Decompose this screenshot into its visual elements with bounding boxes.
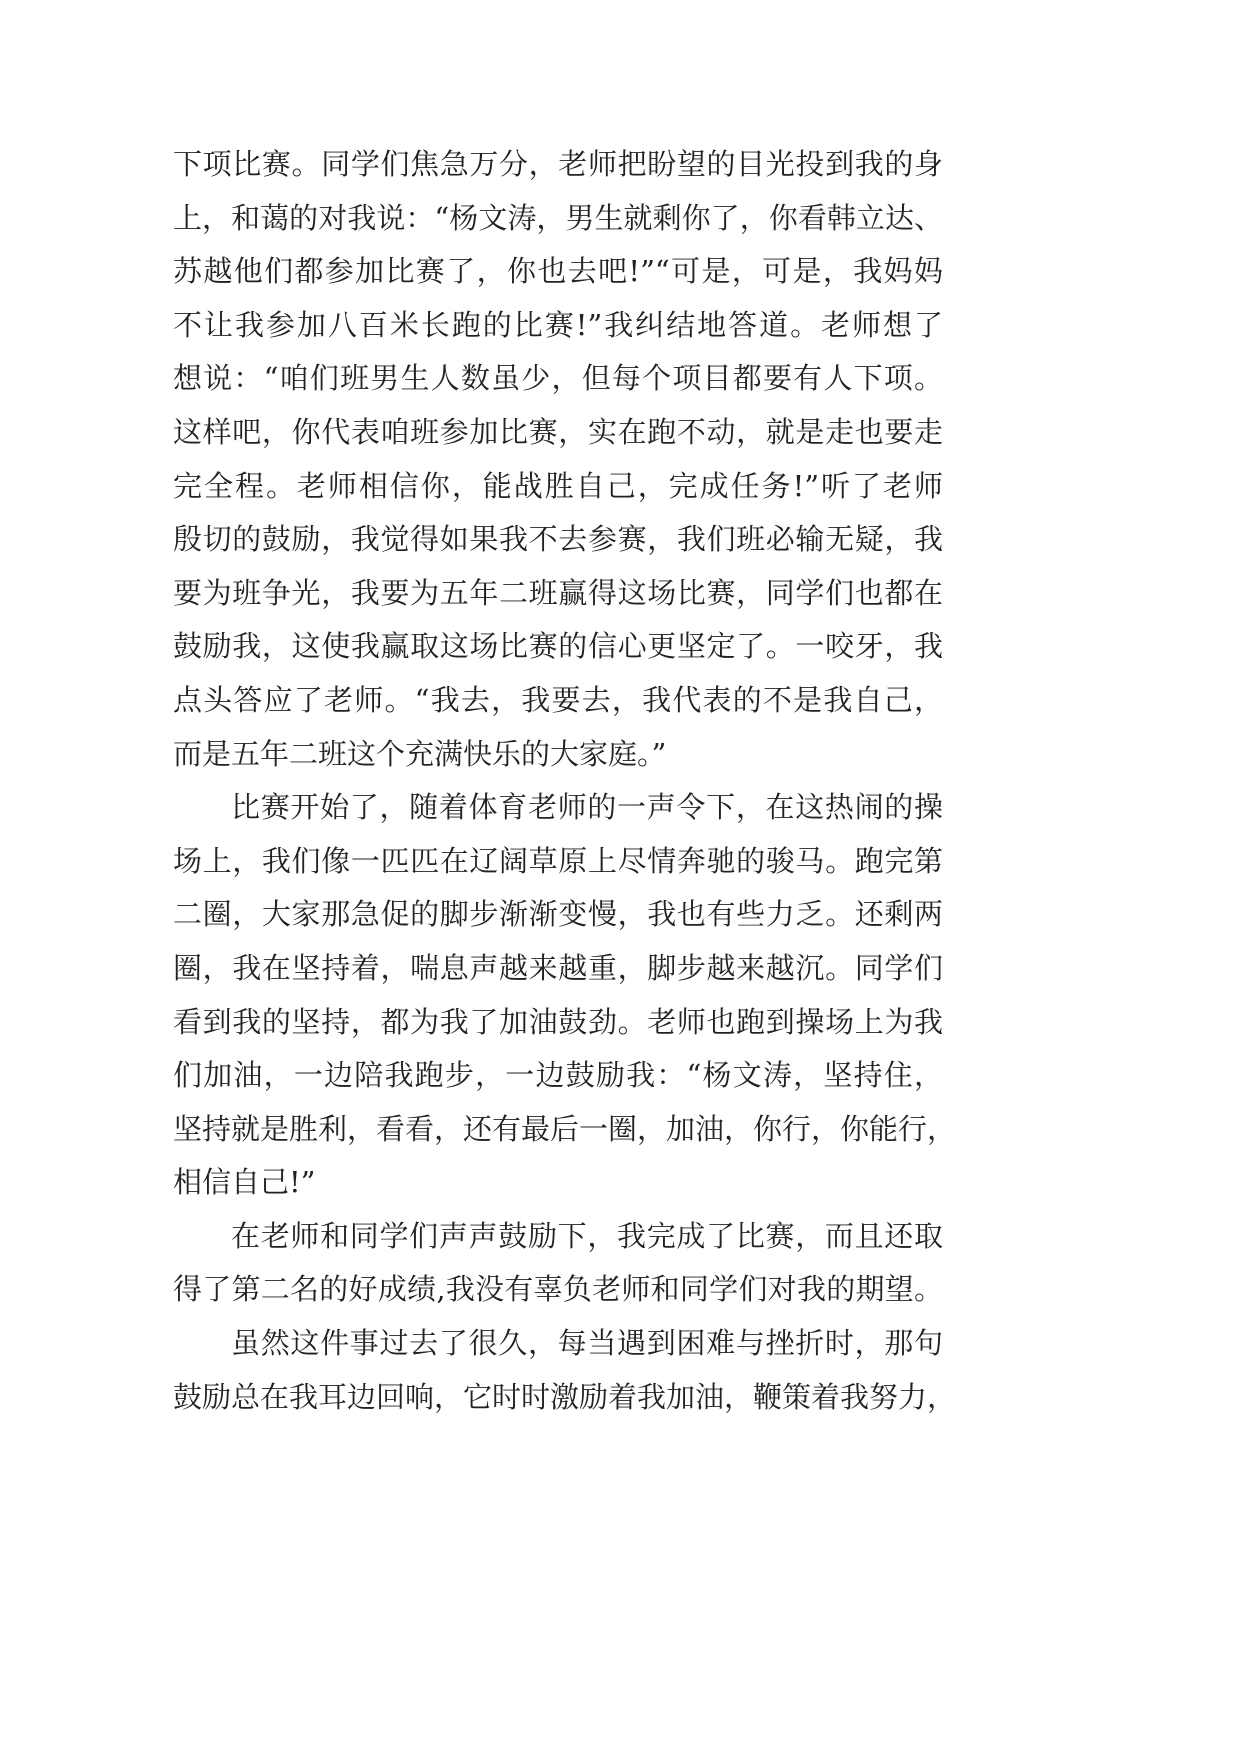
- text-line: 上，和蔼的对我说：“杨文涛，男生就剩你了，你看韩立达、: [173, 200, 943, 235]
- text-line: 下项比赛。同学们焦急万分，老师把盼望的目光投到我的身: [173, 147, 943, 181]
- text-line: 在老师和同学们声声鼓励下，我完成了比赛，而且还取: [231, 1218, 943, 1253]
- text-line: 二圈，大家那急促的脚步渐渐变慢，我也有些力乏。还剩两: [173, 897, 943, 932]
- paragraph: [173, 781, 957, 1210]
- text-line: 得了第二名的好成绩,我没有辜负老师和同学们对我的期望。: [173, 1272, 943, 1307]
- text-line: 虽然这件事过去了很久，每当遇到困难与挫折时，那句: [231, 1326, 943, 1361]
- text-line: 而是五年二班这个充满快乐的大家庭。”: [173, 736, 667, 771]
- body-text: [173, 138, 957, 1424]
- text-line: 想说：“咱们班男生人数虽少，但每个项目都要有人下项。: [173, 361, 943, 396]
- text-line: 相信自己!”: [173, 1165, 316, 1200]
- text-line: 殷切的鼓励，我觉得如果我不去参赛，我们班必输无疑，我: [173, 522, 943, 557]
- text-line: 鼓励总在我耳边回响，它时时激励着我加油，鞭策着我努力，: [173, 1379, 957, 1414]
- text-line: 看到我的坚持，都为我了加油鼓劲。老师也跑到操场上为我: [173, 1004, 943, 1039]
- text-line: 圈，我在坚持着，喘息声越来越重，脚步越来越沉。同学们: [173, 950, 943, 985]
- text-line: 场上，我们像一匹匹在辽阔草原上尽情奔驰的骏马。跑完第: [173, 843, 943, 878]
- text-line: 点头答应了老师。“我去，我要去，我代表的不是我自己，: [173, 682, 943, 717]
- text-line: 苏越他们都参加比赛了，你也去吧!”“可是，可是，我妈妈: [173, 254, 943, 289]
- text-line: 鼓励我，这使我赢取这场比赛的信心更坚定了。一咬牙，我: [173, 629, 943, 664]
- text-line: 不让我参加八百米长跑的比赛!”我纠结地答道。老师想了: [173, 307, 943, 342]
- paragraph: [173, 1317, 957, 1424]
- text-line: 坚持就是胜利，看看，还有最后一圈，加油，你行，你能行，: [173, 1111, 957, 1146]
- text-line: 要为班争光，我要为五年二班赢得这场比赛，同学们也都在: [173, 575, 943, 610]
- text-line: 比赛开始了，随着体育老师的一声令下，在这热闹的操: [231, 790, 943, 825]
- text-line: 们加油，一边陪我跑步，一边鼓励我：“杨文涛，坚持住，: [173, 1058, 943, 1093]
- text-line: 这样吧，你代表咱班参加比赛，实在跑不动，就是走也要走: [173, 414, 943, 449]
- paragraph: [173, 138, 943, 781]
- paragraph: [173, 1210, 943, 1317]
- text-line: 完全程。老师相信你，能战胜自己，完成任务!”听了老师: [173, 468, 943, 503]
